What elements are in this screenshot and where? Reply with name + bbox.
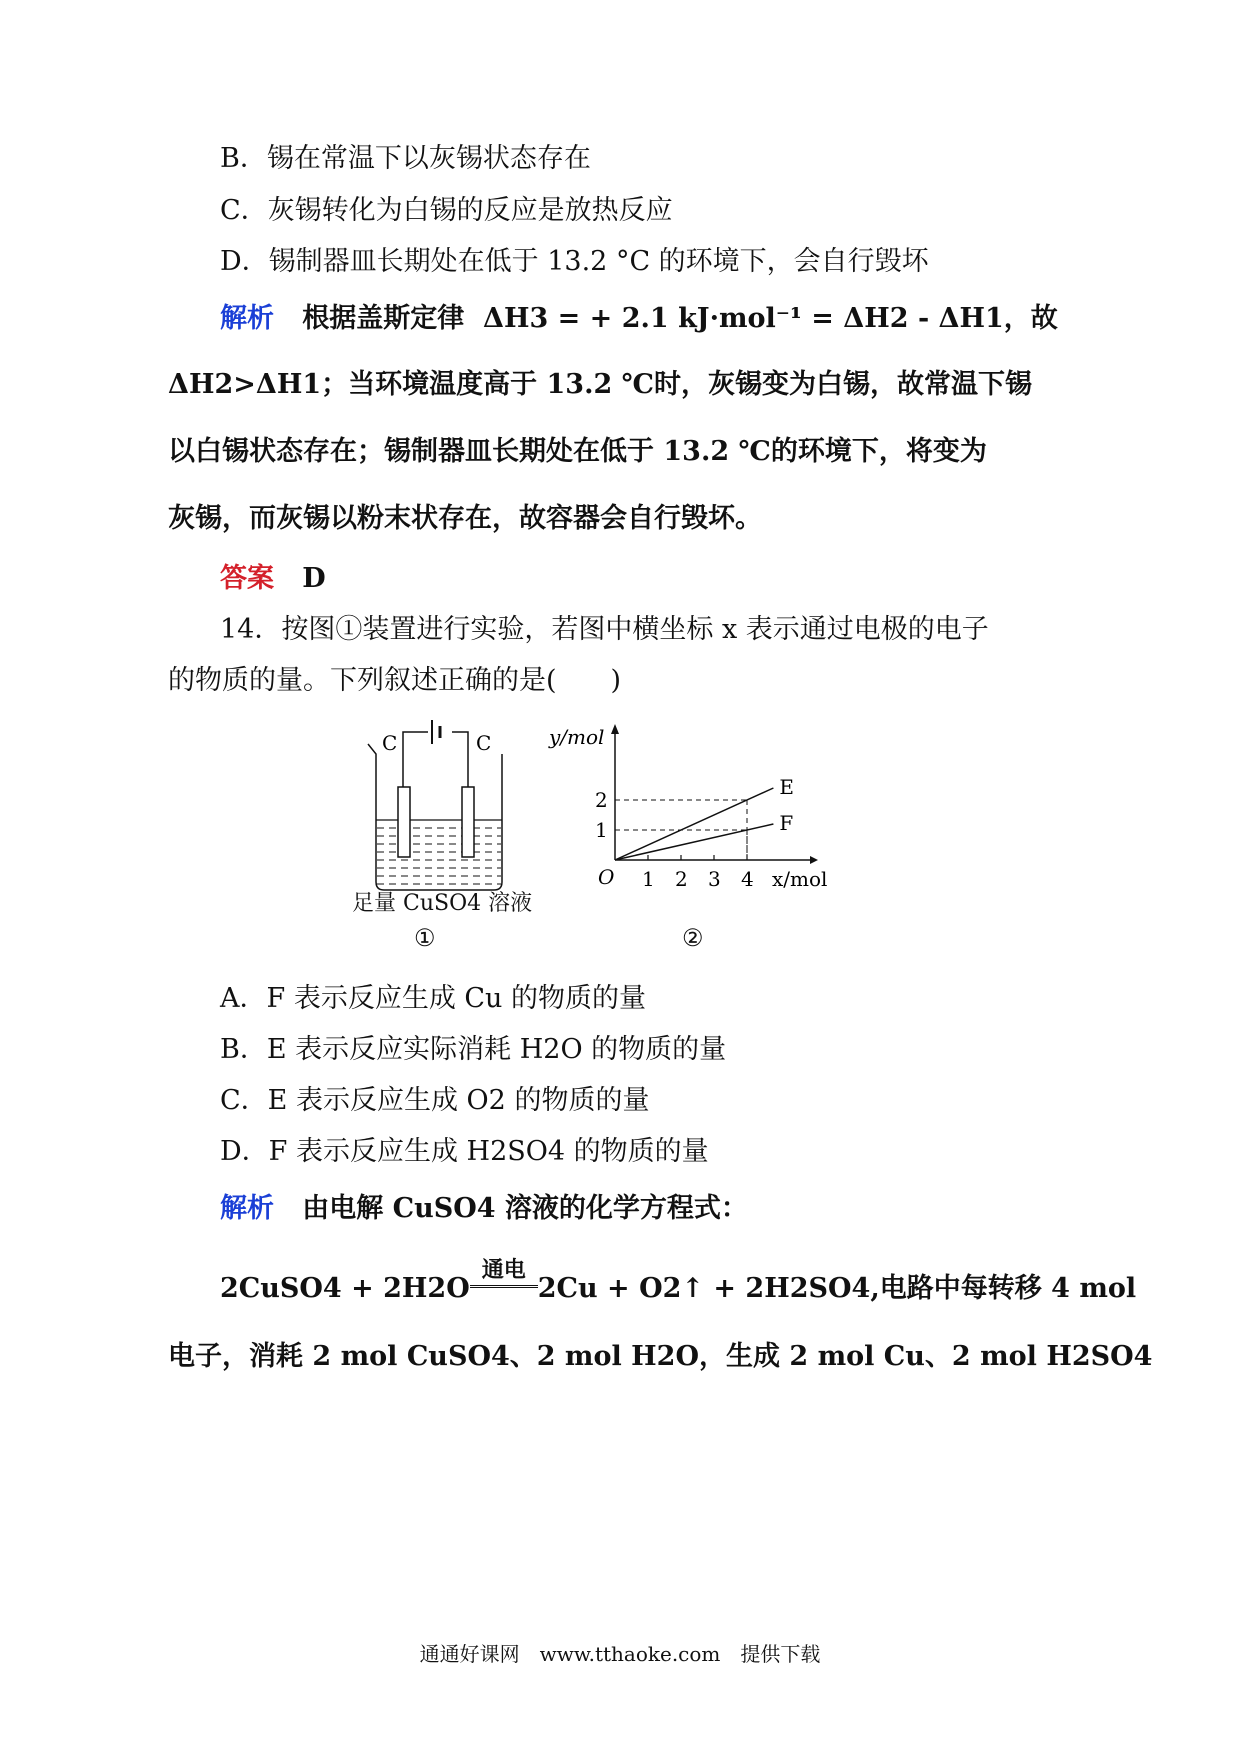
analysis-intro: 由电解 CuSO4 溶液的化学方程式： <box>302 1193 748 1224</box>
equals-sign <box>470 1285 538 1288</box>
option-letter: D． <box>220 1136 269 1167</box>
option-text: E 表示反应实际消耗 H2O 的物质的量 <box>266 1034 727 1065</box>
x-axis-label: x/mol <box>772 867 828 891</box>
option-text: E 表示反应生成 O2 的物质的量 <box>267 1085 650 1116</box>
answer-value: D <box>302 563 326 594</box>
option-c-q13 <box>220 188 673 227</box>
equation-products: 2Cu + O2↑ + 2H2SO4, <box>537 1273 880 1304</box>
figure1-caption: 足量 CuSO4 溶液 <box>352 891 533 916</box>
condition-text: 通电 <box>481 1257 526 1283</box>
y-tick-label: 2 <box>595 788 608 812</box>
option-text: 锡在常温下以灰锡状态存在 <box>266 143 591 174</box>
analysis-q13-line1 <box>220 296 1058 335</box>
analysis-q13-line4: 灰锡，而灰锡以粉末状存在，故容器会自行毁坏。 <box>168 503 762 534</box>
series-label-F: F <box>779 811 794 835</box>
x-tick-label: 1 <box>642 867 655 891</box>
x-axis-arrow <box>810 856 818 864</box>
series-line-E <box>615 788 773 860</box>
y-axis-arrow <box>611 724 619 734</box>
option-c-q14 <box>220 1078 649 1117</box>
option-letter: D． <box>220 246 269 277</box>
cuso4-solution <box>377 820 501 889</box>
option-a-q14 <box>220 976 646 1015</box>
option-letter: A． <box>220 983 267 1014</box>
option-text: F 表示反应生成 H2SO4 的物质的量 <box>268 1136 709 1167</box>
option-text: F 表示反应生成 Cu 的物质的量 <box>266 983 647 1014</box>
origin-label: O <box>598 865 615 889</box>
option-letter: C． <box>220 1085 268 1116</box>
hess-formula: ΔH3 = + 2.1 kJ·mol⁻¹ = ΔH2 - ΔH1，故 <box>483 303 1058 334</box>
option-d-q13 <box>220 239 929 278</box>
electrode-label-left: C <box>382 731 398 755</box>
electrolysis-equation <box>220 1257 1137 1305</box>
option-text: 锡制器皿长期处在低于 13.2 °C 的环境下，会自行毁坏 <box>268 246 929 277</box>
analysis-q13-line3: 以白锡状态存在；锡制器皿长期处在低于 13.2 ℃的环境下，将变为 <box>168 436 987 467</box>
option-letter: B． <box>220 1034 267 1065</box>
electrode-label-right: C <box>476 731 492 755</box>
wire-left <box>403 732 428 787</box>
wire-right <box>452 732 468 787</box>
series-line-F <box>615 824 773 860</box>
option-text: 灰锡转化为白锡的反应是放热反应 <box>267 195 673 226</box>
analysis-lead: 根据盖斯定律 <box>302 303 465 334</box>
option-letter: B． <box>220 143 267 174</box>
option-b-q14 <box>220 1027 726 1066</box>
analysis-q14-line1 <box>220 1186 748 1225</box>
electron-mol-chart <box>548 712 848 902</box>
y-tick-label: 1 <box>595 818 608 842</box>
option-d-q14 <box>220 1129 709 1168</box>
footer-source: 通通好课网 www.tthaoke.com 提供下载 <box>419 1642 821 1666</box>
analysis-label: 解析 <box>220 303 274 334</box>
analysis-q13-line2: ΔH2>ΔH1；当环境温度高于 13.2 ℃时，灰锡变为白锡，故常温下锡 <box>168 369 1033 400</box>
option-b-q13 <box>220 136 591 175</box>
x-tick-label: 3 <box>708 867 721 891</box>
figure2-number: ② <box>682 924 704 952</box>
electrode-right <box>462 787 474 857</box>
electrode-left <box>398 787 410 857</box>
analysis-label: 解析 <box>220 1193 274 1224</box>
analysis-q14-line3: 电子，消耗 2 mol CuSO4、2 mol H2O，生成 2 mol Cu、2 mol H2SO4 <box>168 1341 1153 1372</box>
answer-q13 <box>220 556 326 595</box>
option-letter: C． <box>220 195 268 226</box>
x-tick-label: 4 <box>741 867 754 891</box>
equation-tail: 电路中每转移 4 mol <box>879 1273 1137 1304</box>
question-14-line2: 的物质的量。下列叙述正确的是( ) <box>168 665 622 696</box>
answer-label: 答案 <box>220 563 274 594</box>
equation-condition <box>470 1257 538 1304</box>
x-tick-label: 2 <box>675 867 688 891</box>
series-label-E: E <box>779 775 795 799</box>
equation-reactants: 2CuSO4 + 2H2O <box>220 1273 470 1304</box>
figure1-number: ① <box>414 924 436 952</box>
question-14-line1: 14．按图①装置进行实验，若图中横坐标 x 表示通过电极的电子 <box>220 614 989 645</box>
y-axis-label: y/mol <box>549 725 605 749</box>
